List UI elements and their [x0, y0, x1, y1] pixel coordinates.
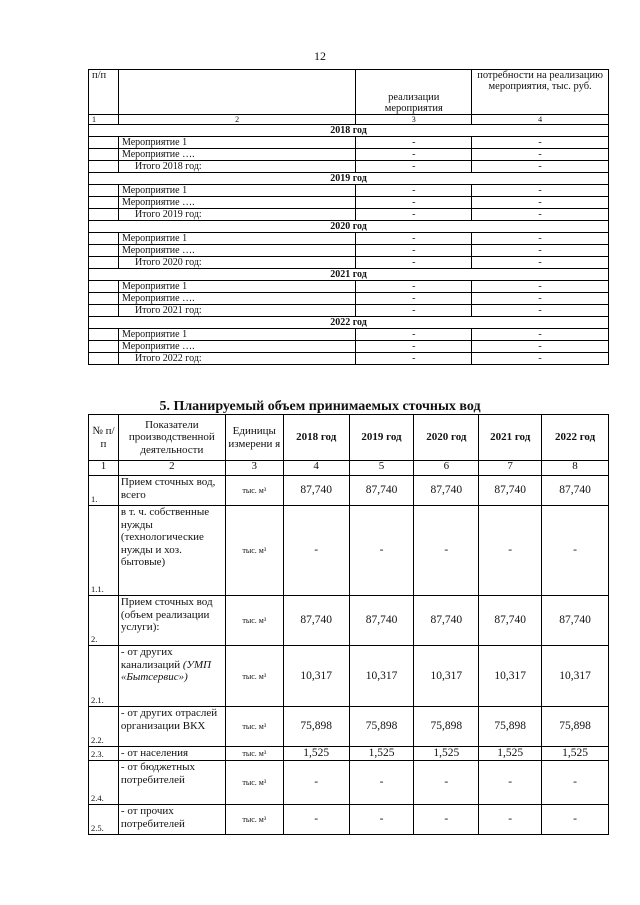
row-number: 2.2.	[89, 707, 119, 747]
measures-table	[88, 69, 609, 365]
year-value: -	[283, 761, 349, 805]
measure-implementation: -	[356, 281, 472, 293]
measure-needs: -	[472, 281, 609, 293]
year-value: 75,898	[283, 707, 349, 747]
row-number: 2.5.	[89, 805, 119, 835]
measure-needs: -	[472, 305, 609, 317]
header-needs: потребности на реализацию мероприятия, тыс. руб.	[472, 70, 609, 115]
unit-cell: тыс. м³	[225, 747, 283, 761]
indicator-row	[89, 761, 609, 805]
year-value: 1,525	[349, 747, 414, 761]
measure-needs: -	[472, 233, 609, 245]
indicator-name-text: Прием сточных вод (объем реализации услуги):	[120, 596, 213, 633]
year-value: -	[542, 805, 609, 835]
header-pp: п/п	[89, 70, 119, 115]
year-value: 75,898	[414, 707, 479, 747]
row-number-cell	[89, 185, 119, 197]
measure-needs: -	[472, 149, 609, 161]
row-number-cell	[89, 329, 119, 341]
measure-implementation: -	[356, 245, 472, 257]
measure-needs: -	[472, 353, 609, 365]
measure-row	[89, 233, 609, 245]
year-value: 10,317	[283, 646, 349, 707]
year-value: -	[349, 761, 414, 805]
header-unit: Единицы измерени я	[225, 415, 283, 461]
year-value: 1,525	[414, 747, 479, 761]
unit-cell: тыс. м³	[225, 646, 283, 707]
measure-needs: -	[472, 329, 609, 341]
year-value: 10,317	[349, 646, 414, 707]
measure-row	[89, 137, 609, 149]
header-year: 2019 год	[349, 415, 414, 461]
measure-name: Итого 2018 год:	[118, 161, 355, 173]
measure-implementation: -	[356, 137, 472, 149]
indicator-name	[118, 506, 225, 596]
measure-row	[89, 305, 609, 317]
measure-row	[89, 329, 609, 341]
year-value: 87,740	[414, 596, 479, 646]
num-cell: 2	[118, 115, 355, 125]
measure-row	[89, 257, 609, 269]
header-no: № п/ п	[89, 415, 119, 461]
year-value: 87,740	[414, 476, 479, 506]
row-number-cell	[89, 149, 119, 161]
row-number-cell	[89, 161, 119, 173]
measure-name: Итого 2022 год:	[118, 353, 355, 365]
indicator-name-text: - от бюджетных потребителей	[120, 761, 196, 786]
measure-row	[89, 341, 609, 353]
year-value: -	[414, 506, 479, 596]
measure-name: Мероприятие ….	[118, 197, 355, 209]
wastewater-number-row	[89, 461, 609, 476]
measure-needs: -	[472, 245, 609, 257]
indicator-name	[118, 476, 225, 506]
indicator-row	[89, 747, 609, 761]
measure-row	[89, 281, 609, 293]
row-number: 1.	[89, 476, 119, 506]
measure-implementation: -	[356, 185, 472, 197]
row-number: 2.4.	[89, 761, 119, 805]
year-value: -	[542, 506, 609, 596]
year-heading-row	[89, 317, 609, 329]
year-value: -	[479, 761, 542, 805]
header-year: 2022 год	[542, 415, 609, 461]
indicator-name	[118, 596, 225, 646]
year-heading: 2021 год	[89, 269, 609, 281]
year-value: 87,740	[542, 476, 609, 506]
row-number-cell	[89, 209, 119, 221]
measure-row	[89, 185, 609, 197]
year-value: 87,740	[283, 596, 349, 646]
year-heading-row	[89, 269, 609, 281]
year-value: 75,898	[479, 707, 542, 747]
indicator-row	[89, 646, 609, 707]
unit-cell: тыс. м³	[225, 596, 283, 646]
year-value: 1,525	[283, 747, 349, 761]
year-value: -	[414, 805, 479, 835]
measure-implementation: -	[356, 293, 472, 305]
indicator-name-text: - от других канализаций	[120, 646, 181, 671]
indicator-row	[89, 476, 609, 506]
year-value: 87,740	[479, 596, 542, 646]
measures-header-row	[89, 70, 609, 115]
year-value: 87,740	[542, 596, 609, 646]
unit-cell: тыс. м³	[225, 707, 283, 747]
year-heading-row	[89, 221, 609, 233]
year-value: -	[479, 805, 542, 835]
year-value: 10,317	[542, 646, 609, 707]
measure-row	[89, 161, 609, 173]
row-number-cell	[89, 353, 119, 365]
measure-implementation: -	[356, 329, 472, 341]
indicator-name-text: - от населения	[120, 747, 189, 759]
measure-row	[89, 245, 609, 257]
year-value: 75,898	[349, 707, 414, 747]
indicator-name	[118, 805, 225, 835]
num-cell: 6	[414, 461, 479, 476]
indicator-name	[118, 707, 225, 747]
measure-needs: -	[472, 161, 609, 173]
header-empty	[118, 70, 355, 115]
measure-needs: -	[472, 185, 609, 197]
year-value: 1,525	[542, 747, 609, 761]
measure-row	[89, 209, 609, 221]
year-value: 87,740	[283, 476, 349, 506]
row-number-cell	[89, 197, 119, 209]
row-number-cell	[89, 257, 119, 269]
year-value: -	[414, 761, 479, 805]
measure-implementation: -	[356, 149, 472, 161]
num-cell: 4	[283, 461, 349, 476]
unit-cell: тыс. м³	[225, 761, 283, 805]
num-cell: 1	[89, 461, 119, 476]
measure-row	[89, 353, 609, 365]
measure-row	[89, 149, 609, 161]
measure-name: Мероприятие ….	[118, 341, 355, 353]
year-value: -	[283, 506, 349, 596]
measure-needs: -	[472, 209, 609, 221]
measure-name: Мероприятие 1	[118, 137, 355, 149]
row-number-cell	[89, 281, 119, 293]
header-indicator: Показатели производственной деятельности	[118, 415, 225, 461]
measure-needs: -	[472, 137, 609, 149]
num-cell: 3	[225, 461, 283, 476]
row-number-cell	[89, 245, 119, 257]
measure-name: Мероприятие ….	[118, 149, 355, 161]
row-number: 1.1.	[89, 506, 119, 596]
row-number-cell	[89, 305, 119, 317]
year-heading: 2022 год	[89, 317, 609, 329]
year-heading: 2019 год	[89, 173, 609, 185]
year-heading: 2018 год	[89, 125, 609, 137]
num-cell: 2	[118, 461, 225, 476]
year-value: -	[542, 761, 609, 805]
measure-implementation: -	[356, 353, 472, 365]
row-number-cell	[89, 233, 119, 245]
indicator-row	[89, 707, 609, 747]
measure-name: Мероприятие 1	[118, 281, 355, 293]
indicator-row	[89, 596, 609, 646]
measure-implementation: -	[356, 197, 472, 209]
unit-cell: тыс. м³	[225, 506, 283, 596]
num-cell: 4	[472, 115, 609, 125]
indicator-name-text: - от других отраслей организации ВКХ	[120, 707, 218, 732]
year-value: -	[283, 805, 349, 835]
measure-needs: -	[472, 341, 609, 353]
year-value: 10,317	[414, 646, 479, 707]
num-cell: 7	[479, 461, 542, 476]
indicator-name-text: Прием сточных вод, всего	[120, 476, 216, 501]
year-value: 1,525	[479, 747, 542, 761]
num-cell: 3	[356, 115, 472, 125]
page-number: 12	[314, 49, 326, 63]
year-value: 87,740	[349, 596, 414, 646]
measure-name: Мероприятие 1	[118, 233, 355, 245]
indicator-name	[118, 747, 225, 761]
wastewater-table	[88, 414, 609, 835]
row-number-cell	[89, 137, 119, 149]
num-cell: 1	[89, 115, 119, 125]
year-value: 10,317	[479, 646, 542, 707]
year-value: 87,740	[479, 476, 542, 506]
row-number: 2.3.	[89, 747, 119, 761]
unit-cell: тыс. м³	[225, 476, 283, 506]
indicator-name-text: - от прочих потребителей	[120, 805, 185, 830]
header-year: 2020 год	[414, 415, 479, 461]
row-number: 2.1.	[89, 646, 119, 707]
section-title: 5. Планируемый объем принимаемых сточных вод	[159, 399, 481, 414]
year-heading-row	[89, 173, 609, 185]
measure-name: Мероприятие 1	[118, 329, 355, 341]
measure-row	[89, 197, 609, 209]
measure-name: Итого 2019 год:	[118, 209, 355, 221]
measure-name: Мероприятие ….	[118, 293, 355, 305]
row-number-cell	[89, 293, 119, 305]
wastewater-header-row	[89, 415, 609, 461]
row-number-cell	[89, 341, 119, 353]
measure-implementation: -	[356, 233, 472, 245]
measure-implementation: -	[356, 305, 472, 317]
indicator-row	[89, 805, 609, 835]
measure-implementation: -	[356, 341, 472, 353]
row-number: 2.	[89, 596, 119, 646]
measure-needs: -	[472, 293, 609, 305]
measures-number-row	[89, 115, 609, 125]
header-implementation: реализации мероприятия	[356, 70, 472, 115]
indicator-name-italic: (УМП «Бытсервис»)	[120, 658, 212, 683]
indicator-name	[118, 646, 225, 707]
year-value: 87,740	[349, 476, 414, 506]
year-value: 75,898	[542, 707, 609, 747]
year-value: -	[479, 506, 542, 596]
year-heading: 2020 год	[89, 221, 609, 233]
header-year: 2018 год	[283, 415, 349, 461]
year-value: -	[349, 506, 414, 596]
unit-cell: тыс. м³	[225, 805, 283, 835]
measure-needs: -	[472, 197, 609, 209]
num-cell: 8	[542, 461, 609, 476]
indicator-name-text: в т. ч. собственные нужды (технологические нужды и хоз. бытовые)	[120, 506, 210, 568]
measure-name: Мероприятие 1	[118, 185, 355, 197]
measure-implementation: -	[356, 161, 472, 173]
measure-name: Итого 2021 год:	[118, 305, 355, 317]
year-heading-row	[89, 125, 609, 137]
header-year: 2021 год	[479, 415, 542, 461]
indicator-name	[118, 761, 225, 805]
measure-row	[89, 293, 609, 305]
num-cell: 5	[349, 461, 414, 476]
measure-name: Мероприятие ….	[118, 245, 355, 257]
year-value: -	[349, 805, 414, 835]
measure-name: Итого 2020 год:	[118, 257, 355, 269]
indicator-row	[89, 506, 609, 596]
measure-implementation: -	[356, 209, 472, 221]
measure-needs: -	[472, 257, 609, 269]
measure-implementation: -	[356, 257, 472, 269]
